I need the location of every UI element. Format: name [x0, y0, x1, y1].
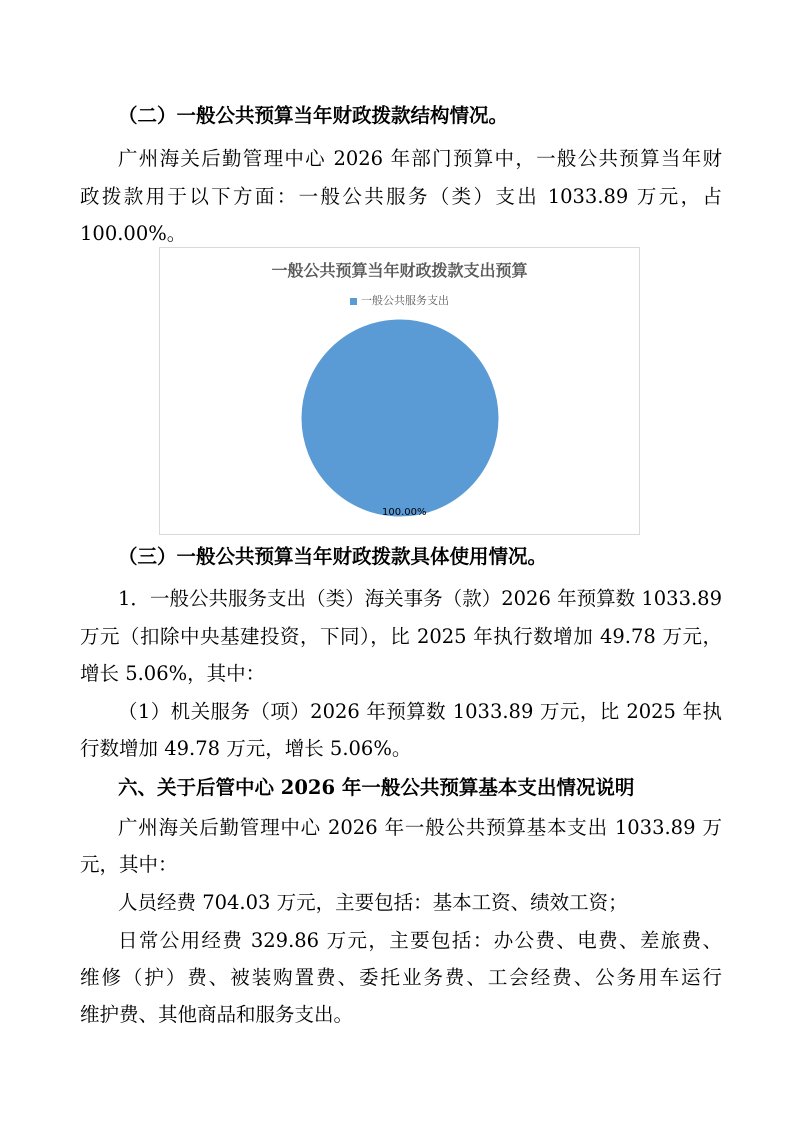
paragraph-line: 维修（护）费、被装购置费、委托业务费、工会经费、公务用车运行 — [80, 966, 722, 989]
paragraph-line: 行数增加 49.78 万元，增长 5.06%。 — [80, 737, 412, 760]
paragraph-line: 人员经费 704.03 万元，主要包括：基本工资、绩效工资； — [118, 891, 628, 914]
pie-plot-area — [160, 248, 639, 534]
chart-title: 一般公共预算当年财政拨款支出预算 — [271, 261, 528, 280]
paragraph-line: （1）机关服务（项）2026 年预算数 1033.89 万元，比 2025 年执 — [118, 700, 722, 723]
section-heading-budget-structure: （二）一般公共预算当年财政拨款结构情况。 — [118, 104, 509, 127]
paragraph-line: 维护费、其他商品和服务支出。 — [80, 1003, 354, 1026]
pie-chart — [159, 247, 640, 535]
paragraph-line: 广州海关后勤管理中心 2026 年一般公共预算基本支出 1033.89 万 — [118, 816, 722, 839]
section-heading-basic-expenditure: 六、关于后管中心 2026 年一般公共预算基本支出情况说明 — [118, 776, 635, 799]
legend-label: 一般公共服务支出 — [361, 294, 449, 307]
section-heading-budget-usage: （三）一般公共预算当年财政拨款具体使用情况。 — [118, 545, 548, 568]
paragraph-line: 日常公用经费 329.86 万元，主要包括：办公费、电费、差旅费、 — [118, 929, 722, 952]
paragraph-line: 万元（扣除中央基建投资，下同），比 2025 年执行数增加 49.78 万元， — [80, 625, 722, 648]
paragraph-line: 100.00%。 — [80, 222, 187, 245]
paragraph-line: 1．一般公共服务支出（类）海关事务（款）2026 年预算数 1033.89 — [118, 587, 722, 610]
paragraph-line: 增长 5.06%，其中： — [80, 662, 266, 685]
pie-data-label: 100.00% — [382, 507, 427, 518]
paragraph-line: 元，其中： — [80, 853, 178, 876]
paragraph-line: 广州海关后勤管理中心 2026 年部门预算中，一般公共预算当年财 — [118, 147, 722, 170]
paragraph-line: 政拨款用于以下方面：一般公共服务（类）支出 1033.89 万元，占 — [80, 185, 722, 208]
pie-slice-1 — [301, 319, 499, 517]
